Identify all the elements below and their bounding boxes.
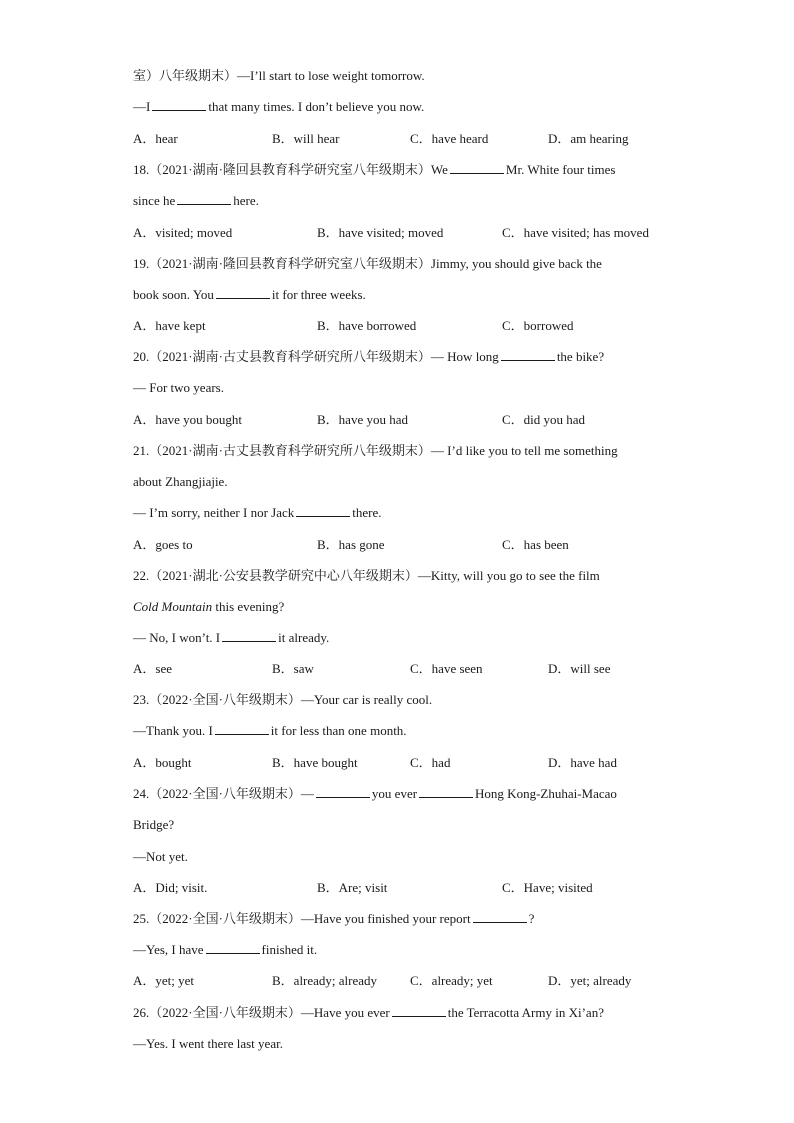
q24-number: 24.（2022·全国·八年级期末） — [133, 786, 301, 801]
option-c[interactable]: C．had — [410, 755, 451, 770]
q21-stem-line2 — [133, 474, 673, 490]
q18-line2-post: here. — [233, 193, 259, 208]
q18-line2-pre: since he — [133, 193, 176, 208]
q18-stem-line2 — [133, 193, 673, 209]
option-c[interactable]: C．has been — [502, 537, 569, 552]
q20-number: 20.（2021·湖南·古丈县教育科学研究所八年级期末） — [133, 349, 431, 364]
q22-reply-post: it already. — [278, 630, 330, 645]
q23-stem — [133, 692, 673, 708]
q23-number: 23.（2022·全国·八年级期末） — [133, 692, 301, 707]
option-b[interactable]: B．have borrowed — [317, 318, 417, 333]
q25-post: ? — [528, 911, 535, 926]
q26-number: 26.（2022·全国·八年级期末） — [133, 1005, 301, 1020]
q26-reply — [133, 1036, 673, 1052]
q23-text: —Your car is really cool. — [300, 692, 433, 707]
q26-stem — [133, 1005, 673, 1021]
q20-stem — [133, 349, 673, 365]
q24-post: Hong Kong-Zhuhai-Macao — [475, 786, 617, 801]
q21-line2: about Zhangjiajie. — [133, 474, 228, 489]
option-b[interactable]: B．saw — [272, 661, 314, 676]
q21-text: — I’d like you to tell me something — [430, 443, 618, 458]
q21-reply — [133, 505, 673, 521]
q17-reply-pre: —I — [133, 99, 151, 114]
option-a[interactable]: A．see — [133, 661, 172, 676]
q18-number: 18.（2021·湖南·隆回县教育科学研究室八年级期末） — [133, 162, 431, 177]
q22-number: 22.（2021·湖北·公安县教学研究中心八年级期末） — [133, 568, 418, 583]
answer-blank[interactable] — [215, 723, 269, 735]
q24-reply-text: —Not yet. — [133, 849, 188, 864]
q26-reply-text: —Yes. I went there last year. — [133, 1036, 283, 1051]
q25-options — [133, 973, 673, 989]
q19-stem-line2 — [133, 287, 673, 303]
q21-stem — [133, 443, 673, 459]
option-a[interactable]: A．goes to — [133, 537, 193, 552]
option-b[interactable]: B．Are; visit — [317, 880, 388, 895]
q25-reply — [133, 942, 673, 958]
q24-stem-line2 — [133, 817, 673, 833]
q22-line2-post: this evening? — [215, 599, 285, 614]
q19-line2-post: it for three weeks. — [271, 287, 366, 302]
option-a[interactable]: A．bought — [133, 755, 192, 770]
q25-stem — [133, 911, 673, 927]
option-a[interactable]: A．have you bought — [133, 412, 243, 427]
q23-options — [133, 755, 673, 771]
option-d[interactable]: D．am hearing — [548, 131, 629, 146]
answer-blank[interactable] — [419, 786, 473, 798]
option-c[interactable]: C．have seen — [410, 661, 483, 676]
option-d[interactable]: D．have had — [548, 755, 617, 770]
q22-stem — [133, 568, 673, 584]
q21-reply-pre: — I’m sorry, neither I nor Jack — [133, 505, 295, 520]
option-c[interactable]: C．already; yet — [410, 973, 493, 988]
q24-reply — [133, 849, 673, 865]
q17-source: 室）八年级期末） — [133, 68, 238, 83]
answer-blank[interactable] — [206, 942, 260, 954]
q21-reply-post: there. — [352, 505, 382, 520]
q20-pre: — How long — [430, 349, 499, 364]
q17-reply — [133, 99, 673, 115]
q24-options — [133, 880, 673, 896]
q24-mid: you ever — [371, 786, 418, 801]
answer-blank[interactable] — [152, 99, 206, 111]
answer-blank[interactable] — [501, 349, 555, 361]
option-b[interactable]: B．has gone — [317, 537, 385, 552]
answer-blank[interactable] — [473, 911, 527, 923]
answer-blank[interactable] — [450, 162, 504, 174]
q17-prompt-text: —I’ll start to lose weight tomorrow. — [237, 68, 425, 83]
option-c[interactable]: C．Have; visited — [502, 880, 593, 895]
q22-reply — [133, 630, 673, 646]
q17-options — [133, 131, 673, 147]
q23-reply-post: it for less than one month. — [270, 723, 407, 738]
option-b[interactable]: B．already; already — [272, 973, 378, 988]
option-d[interactable]: D．yet; already — [548, 973, 632, 988]
q25-number: 25.（2022·全国·八年级期末） — [133, 911, 301, 926]
option-d[interactable]: D．will see — [548, 661, 611, 676]
q17-prompt — [133, 68, 673, 84]
q18-stem — [133, 162, 673, 178]
option-b[interactable]: B．will hear — [272, 131, 340, 146]
option-c[interactable]: C．have visited; has moved — [502, 225, 649, 240]
option-c[interactable]: C．borrowed — [502, 318, 574, 333]
q24-stem — [133, 786, 673, 802]
q25-reply-pre: —Yes, I have — [133, 942, 204, 957]
option-a[interactable]: A．have kept — [133, 318, 206, 333]
q24-pre: — — [300, 786, 314, 801]
answer-blank[interactable] — [296, 505, 350, 517]
q22-text: —Kitty, will you go to see the film — [417, 568, 600, 583]
q18-options — [133, 225, 673, 241]
q19-options — [133, 318, 673, 334]
q20-post: the bike? — [556, 349, 605, 364]
q19-number: 19.（2021·湖南·隆回县教育科学研究室八年级期末） — [133, 256, 431, 271]
q19-stem — [133, 256, 673, 272]
option-c[interactable]: C．have heard — [410, 131, 489, 146]
q24-line2: Bridge? — [133, 817, 175, 832]
q20-reply — [133, 380, 673, 396]
answer-blank[interactable] — [316, 786, 370, 798]
answer-blank[interactable] — [222, 630, 276, 642]
q17-reply-post: that many times. I don’t believe you now. — [208, 99, 425, 114]
q26-pre: —Have you ever — [300, 1005, 390, 1020]
option-b[interactable]: B．have you had — [317, 412, 408, 427]
answer-blank[interactable] — [392, 1005, 446, 1017]
q22-stem-line2 — [133, 599, 673, 615]
q22-reply-pre: — No, I won’t. I — [133, 630, 221, 645]
q18-pre: We — [430, 162, 448, 177]
q22-film-title: Cold Mountain — [133, 599, 213, 614]
option-c[interactable]: C．did you had — [502, 412, 586, 427]
q23-reply-pre: —Thank you. I — [133, 723, 213, 738]
q23-reply — [133, 723, 673, 739]
q20-reply-text: — For two years. — [133, 380, 224, 395]
answer-blank[interactable] — [177, 193, 231, 205]
option-a[interactable]: A．yet; yet — [133, 973, 195, 988]
q18-mid: Mr. White four times — [505, 162, 616, 177]
q25-pre: —Have you finished your report — [300, 911, 471, 926]
q25-reply-post: finished it. — [261, 942, 318, 957]
q22-options — [133, 661, 673, 677]
option-a[interactable]: A．visited; moved — [133, 225, 233, 240]
q19-text: Jimmy, you should give back the — [430, 256, 602, 271]
q19-line2-pre: book soon. You — [133, 287, 214, 302]
q26-post: the Terracotta Army in Xi’an? — [447, 1005, 604, 1020]
option-b[interactable]: B．have visited; moved — [317, 225, 444, 240]
option-a[interactable]: A．hear — [133, 131, 178, 146]
answer-blank[interactable] — [216, 287, 270, 299]
q20-options — [133, 412, 673, 428]
q21-options — [133, 537, 673, 553]
q21-number: 21.（2021·湖南·古丈县教育科学研究所八年级期末） — [133, 443, 431, 458]
option-a[interactable]: A．Did; visit. — [133, 880, 208, 895]
option-b[interactable]: B．have bought — [272, 755, 358, 770]
